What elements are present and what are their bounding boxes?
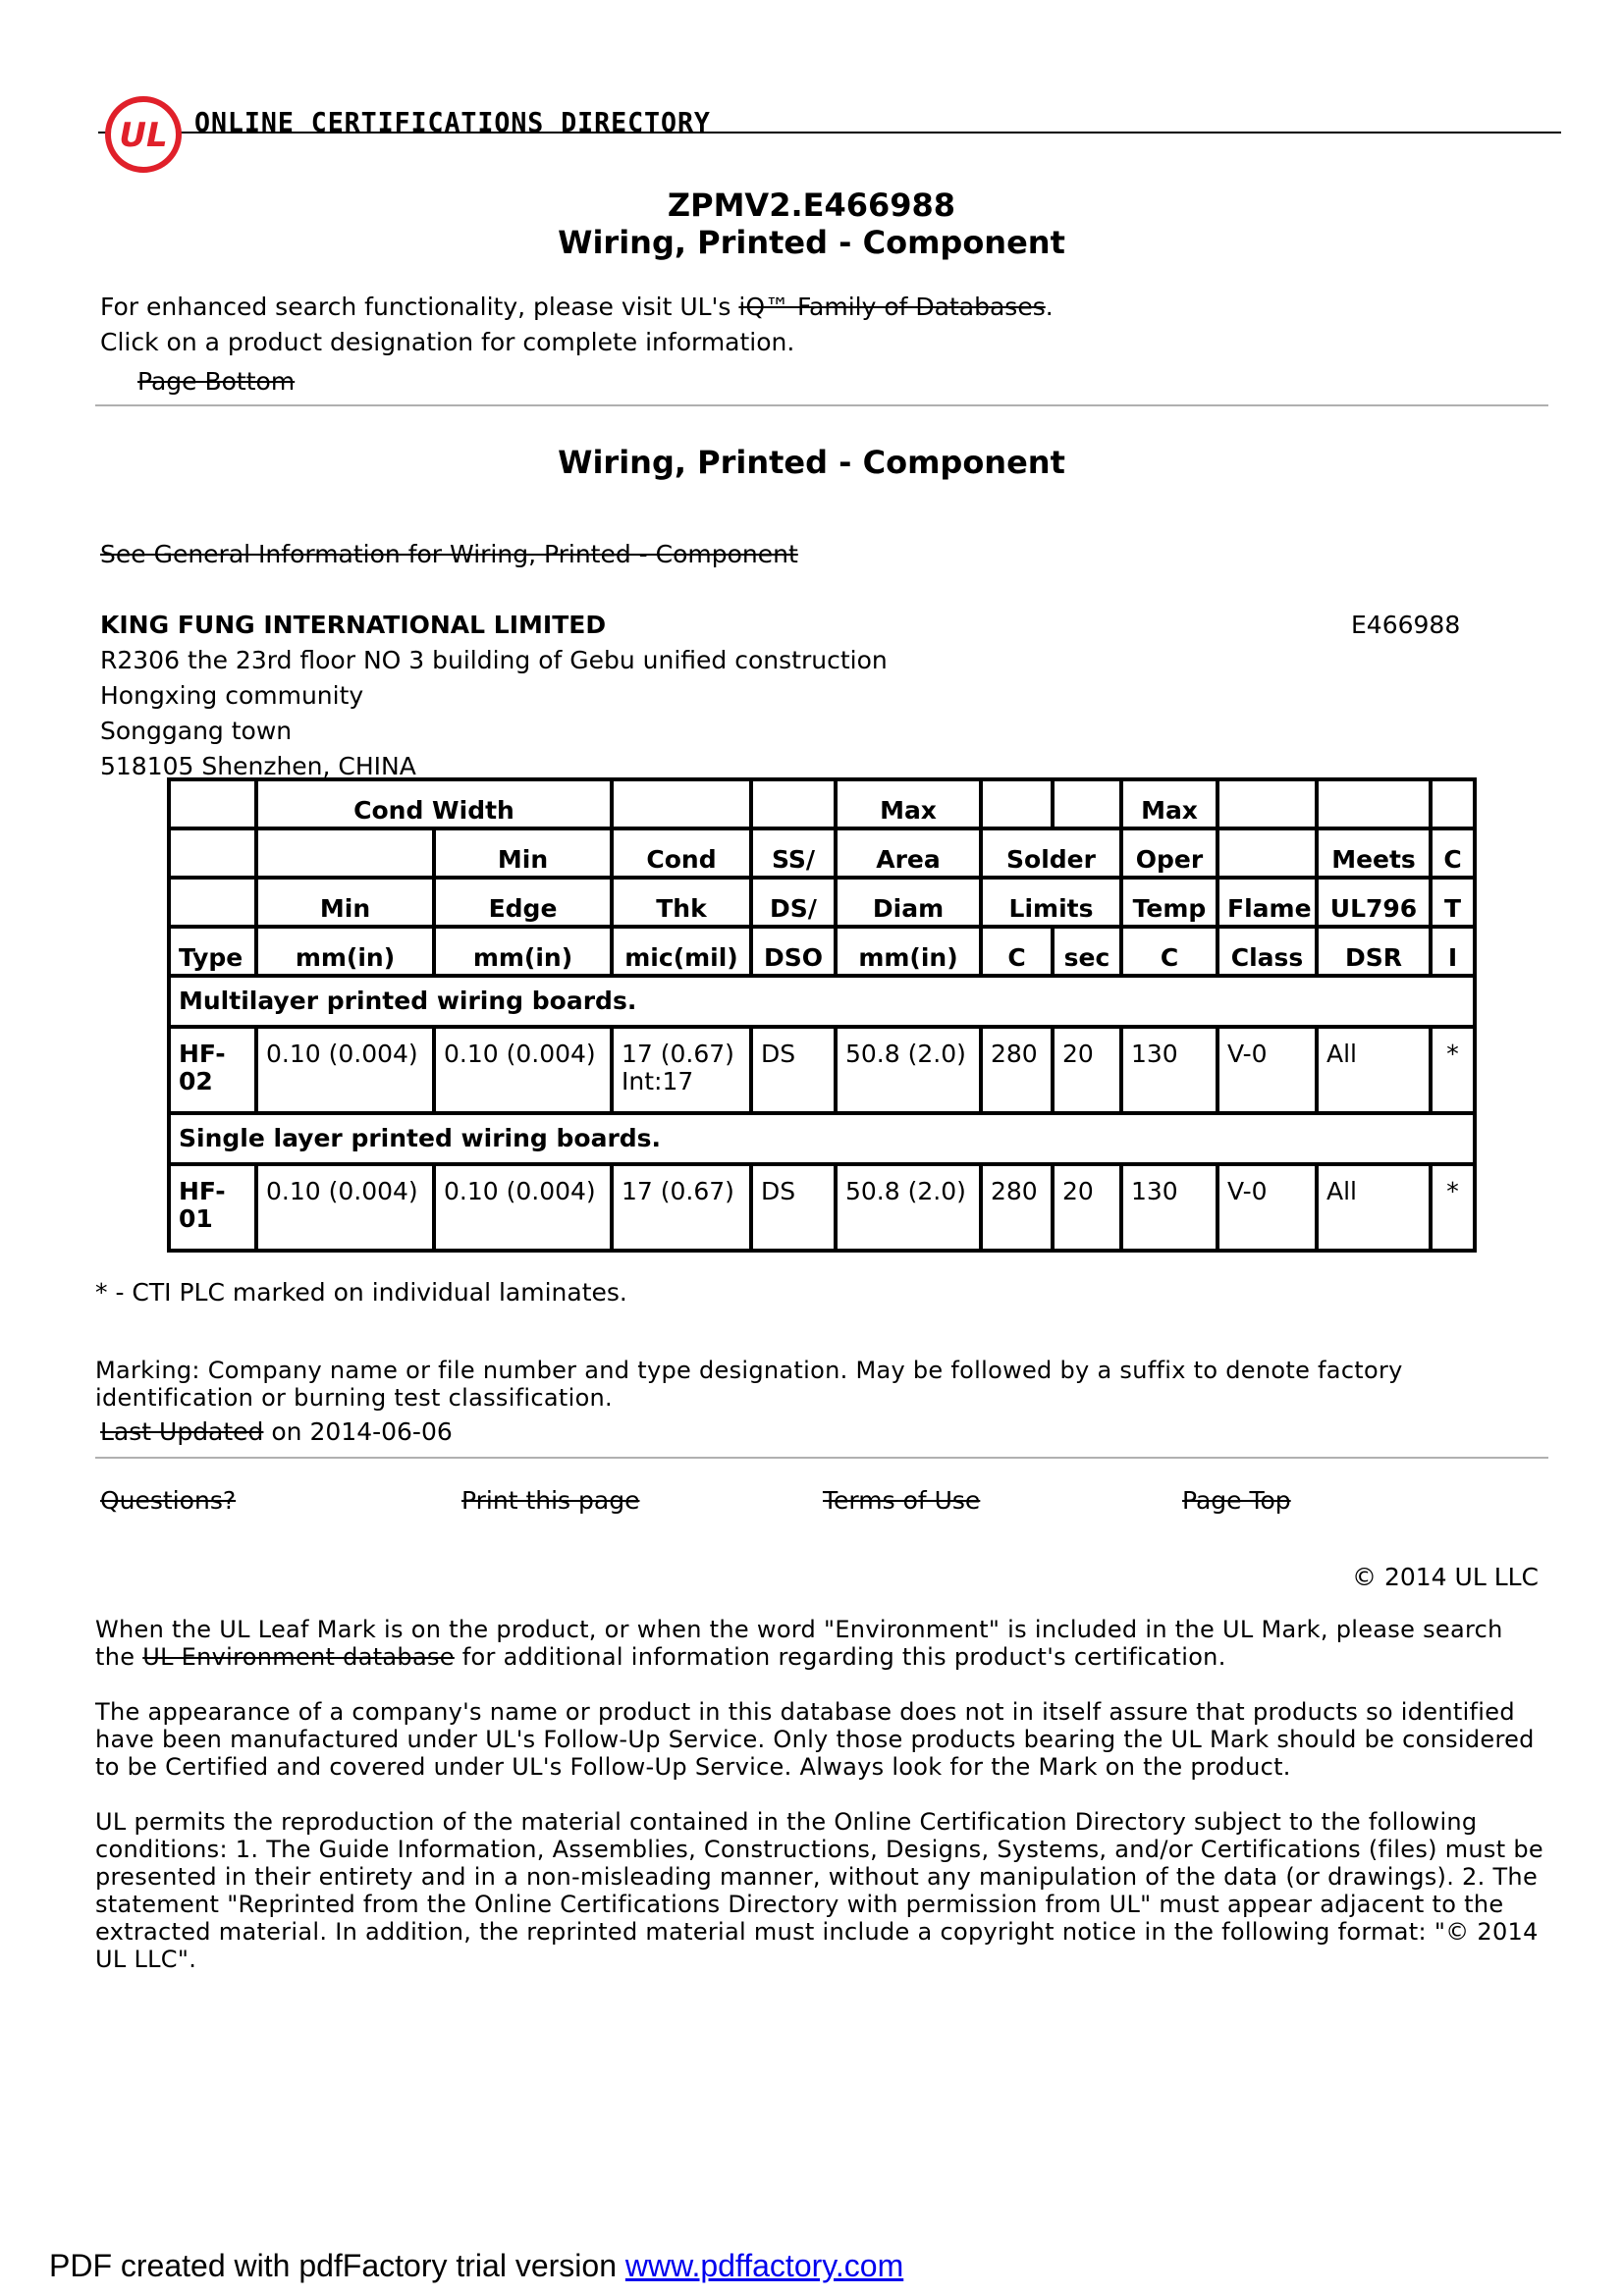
environment-disclaimer: When the UL Leaf Mark is on the product, or when the word "Environment" is included in the UL Mark, please search the UL Environment database for additional information regarding this product's certification. — [95, 1616, 1503, 1671]
col-temp-unit: C — [1121, 927, 1217, 976]
col-solder-sec: sec — [1053, 927, 1121, 976]
cell-flame: V-0 — [1217, 1164, 1317, 1251]
col-limits: Limits — [981, 878, 1121, 927]
col-cond-thk: Cond — [612, 828, 751, 878]
col-dsr: DSR — [1317, 927, 1431, 976]
col-area: Area — [836, 828, 981, 878]
ul-logo-text: UL — [119, 116, 168, 155]
copyright: © 2014 UL LLC — [1352, 1563, 1540, 1591]
intro-line-2: Click on a product designation for complete information. — [100, 328, 795, 356]
cell-temp: 130 — [1121, 1164, 1217, 1251]
cell-dsr: All — [1317, 1164, 1431, 1251]
cell-thk-int: Int:17 — [622, 1067, 694, 1095]
questions-link[interactable]: Questions? — [100, 1486, 237, 1515]
header-row-4 — [169, 927, 1475, 976]
cell-cti: * — [1431, 1164, 1475, 1251]
col-flame: Flame — [1217, 878, 1317, 927]
last-updated: Last Updated on 2014-06-06 — [100, 1417, 453, 1446]
section-row-multilayer — [169, 976, 1475, 1027]
header-row-2 — [169, 828, 1475, 878]
col-meets: Meets — [1317, 828, 1431, 878]
col-class: Class — [1217, 927, 1317, 976]
print-page-link[interactable]: Print this page — [461, 1486, 640, 1515]
col-oper: Oper — [1121, 828, 1217, 878]
col-dso: DSO — [751, 927, 836, 976]
col-thk: Thk — [612, 878, 751, 927]
pdffactory-link[interactable]: www.pdffactory.com — [624, 2248, 904, 2283]
reproduction-disclaimer: UL permits the reproduction of the material contained in the Online Certification Directory subject to the following conditions: 1. The Guide Information, Assemblies, Constructions, Designs, Systems, and/or Certifications (files) must be presented in their entirety and in a non-misleading manner, without any manipulation of the data (or drawings). 2. The statement "Reprinted from the Online Certifications Directory with permission from UL" must appear adjacent to the extracted material. In addition, the reprinted material must include a copyright notice in the following format: "© 2014 UL LLC". — [95, 1808, 1543, 1973]
col-diam-unit: mm(in) — [836, 927, 981, 976]
cell-type[interactable]: HF-01 — [169, 1164, 256, 1251]
cell-thk: 17 (0.67) Int:17 — [612, 1027, 751, 1113]
cell-ss-ds: DS — [751, 1027, 836, 1113]
section-label: Single layer printed wiring boards. — [169, 1113, 1475, 1164]
address-line-1: R2306 the 23rd floor NO 3 building of Gebu unified construction — [100, 646, 888, 674]
col-solder-c: C — [981, 927, 1053, 976]
cell-area: 50.8 (2.0) — [836, 1164, 981, 1251]
cell-thk: 17 (0.67) — [612, 1164, 751, 1251]
col-max-oper: Max — [1121, 779, 1217, 828]
divider — [95, 404, 1548, 406]
terms-of-use-link[interactable]: Terms of Use — [823, 1486, 981, 1515]
cell-dsr: All — [1317, 1027, 1431, 1113]
col-temp: Temp — [1121, 878, 1217, 927]
cell-ss-ds: DS — [751, 1164, 836, 1251]
col-diam: Diam — [836, 878, 981, 927]
company-name: KING FUNG INTERNATIONAL LIMITED — [100, 611, 607, 639]
col-cti-c: C — [1431, 828, 1475, 878]
cell-solder-c: 280 — [981, 1164, 1053, 1251]
col-cond-width: Cond Width — [256, 779, 612, 828]
col-ds: DS/ — [751, 878, 836, 927]
cell-solder-sec: 20 — [1053, 1164, 1121, 1251]
col-solder: Solder — [981, 828, 1121, 878]
cell-min: 0.10 (0.004) — [256, 1027, 434, 1113]
col-thk-unit: mic(mil) — [612, 927, 751, 976]
section-row-single-layer — [169, 1113, 1475, 1164]
page-top-link[interactable]: Page Top — [1182, 1486, 1291, 1515]
col-min: Min — [256, 878, 434, 927]
col-edge: Edge — [434, 878, 612, 927]
col-type: Type — [169, 927, 256, 976]
file-number: E466988 — [1351, 611, 1461, 639]
general-info-link[interactable]: See General Information for Wiring, Printed - Component — [100, 540, 798, 568]
header-row-3 — [169, 878, 1475, 927]
cell-edge: 0.10 (0.004) — [434, 1164, 612, 1251]
cell-edge: 0.10 (0.004) — [434, 1027, 612, 1113]
address-line-2: Hongxing community — [100, 681, 364, 710]
col-ss: SS/ — [751, 828, 836, 878]
cell-flame: V-0 — [1217, 1027, 1317, 1113]
table-row[interactable] — [169, 1027, 1475, 1113]
col-min-edge: Min — [434, 828, 612, 878]
intro-line-1: For enhanced search functionality, please visit UL's iQ™ Family of Databases. — [100, 293, 1054, 321]
col-edge-unit: mm(in) — [434, 927, 612, 976]
cell-type[interactable]: HF-02 — [169, 1027, 256, 1113]
page-category-title: Wiring, Printed - Component — [558, 224, 1065, 261]
section-label: Multilayer printed wiring boards. — [169, 976, 1475, 1027]
cell-cti: * — [1431, 1027, 1475, 1113]
col-cti-t: T — [1431, 878, 1475, 927]
divider — [95, 1457, 1548, 1459]
header-row-1 — [169, 779, 1475, 828]
page-code-title: ZPMV2.E466988 — [667, 187, 956, 224]
section-title: Wiring, Printed - Component — [558, 444, 1065, 481]
cell-temp: 130 — [1121, 1027, 1217, 1113]
col-ul796: UL796 — [1317, 878, 1431, 927]
ul-logo[interactable] — [104, 95, 183, 174]
cti-footnote: * - CTI PLC marked on individual laminates. — [95, 1278, 627, 1307]
col-max-area: Max — [836, 779, 981, 828]
page-bottom-link[interactable]: Page Bottom — [137, 367, 296, 396]
cell-min: 0.10 (0.004) — [256, 1164, 434, 1251]
last-updated-link[interactable]: Last Updated — [100, 1417, 264, 1446]
follow-up-disclaimer: The appearance of a company's name or product in this database does not in itself assure that products so identified have been manufactured under UL's Follow-Up Service. Only those products bearing the UL Mark should be considered to be Certified and covered under UL's Follow-Up Service. Always look for the Mark on the product. — [95, 1698, 1535, 1781]
table-row[interactable] — [169, 1164, 1475, 1251]
cell-solder-c: 280 — [981, 1027, 1053, 1113]
address-line-3: Songgang town — [100, 717, 293, 745]
ul-environment-link[interactable]: UL Environment database — [142, 1643, 455, 1671]
address-line-4: 518105 Shenzhen, CHINA — [100, 752, 416, 780]
marking-text: Marking: Company name or file number and type designation. May be followed by a suffix to denote factory identification or burning test classification. — [95, 1357, 1403, 1412]
iq-databases-link[interactable]: iQ™ Family of Databases — [738, 293, 1046, 321]
certification-table — [167, 777, 1477, 1253]
pdf-footer: PDF created with pdfFactory trial version www.pdffactory.com — [49, 2248, 904, 2283]
cell-solder-sec: 20 — [1053, 1027, 1121, 1113]
cell-area: 50.8 (2.0) — [836, 1027, 981, 1113]
col-cti-i: I — [1431, 927, 1475, 976]
col-min-unit: mm(in) — [256, 927, 434, 976]
directory-title: ONLINE CERTIFICATIONS DIRECTORY — [194, 106, 711, 138]
